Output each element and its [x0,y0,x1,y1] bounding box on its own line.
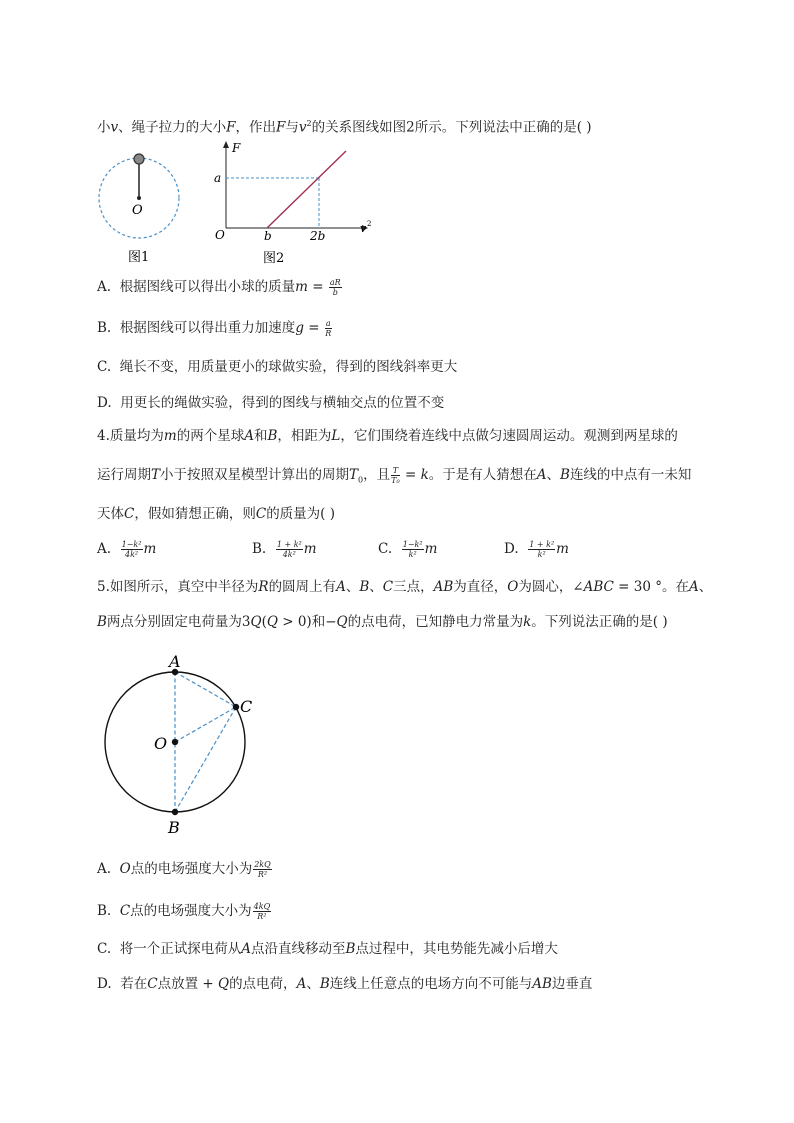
point-c [233,704,239,710]
q4-option-b: B. $\frac{\text{1 + k²}}{\text{4k²}}$ m [252,540,317,559]
oc-dashed-line [175,707,236,742]
b-label: b [264,229,272,243]
q3-option-a: A. 根据图线可以得出小球的质量m = $\frac{aR}{b}$ [97,278,341,297]
q5-option-d: D. 若在C点放置 + Q的点电荷，A、B连线上任意点的电场方向不可能与AB边垂直 [97,976,593,992]
label-b: B [168,818,180,837]
center-point [137,196,141,200]
figure-1-caption: 图1 [128,250,150,265]
x-axis-sup: 2 [367,220,372,228]
figure-2-caption: 图2 [263,251,285,266]
ac-dashed-line [175,672,236,707]
y-axis-label: F [232,141,241,155]
q3-option-b: B. 根据图线可以得出重力加速度g = $\frac{a}{R}$ [97,319,332,338]
q3-figure-2 [210,138,380,268]
label-o: O [154,734,168,753]
a-label: a [214,171,222,185]
y-axis-arrow [223,141,229,148]
q3-figure-1 [95,148,185,268]
q5-option-a: A. O点的电场强度大小为 $\frac{2kQ}{\text{R²}}$ [97,860,271,879]
bc-dashed-line [175,707,236,812]
x-axis-label: v [360,222,367,235]
q4-stem-line-3: 天体C，假如猜想正确，则C的质量为( ) [97,506,336,522]
q4-stem-line-1: 4.质量均为m的两个星球A和B，相距为L，它们围绕着连线中点做匀速圆周运动。观测到两星球的 [97,428,678,444]
q4-option-c: C. $\frac{\text{1−k²}}{\text{k²}}$ m [378,540,438,559]
q4-stem-line-2: 运行周期T小于按照双星模型计算出的周期$T_0$，且 $\frac{T}{\text{T₀}}$ = k。于是有人猜想在A、B连线的中点有一未知 [97,466,692,485]
q4-option-a: A. $\frac{\text{1−k²}}{\text{4k²}}$ m [97,540,157,559]
center-label: O [132,203,143,218]
2b-label: 2b [310,229,326,243]
label-a: A [169,652,181,671]
label-c: C [240,697,253,716]
q5-option-b: B. C点的电场强度大小为 $\frac{4kQ}{\text{R²}}$ [97,902,271,921]
q3-option-d: D. 用更长的绳做实验，得到的图线与横轴交点的位置不变 [97,395,445,411]
point-o [172,739,178,745]
q3-option-c: C. 绳长不变，用质量更小的球做实验，得到的图线斜率更大 [97,359,458,375]
q5-stem-line-2: B两点分别固定电荷量为3Q(Q > 0)和−Q的点电荷，已知静电力常量为k。下列说法正确的是( ) [97,614,668,630]
origin-label: O [215,228,225,242]
graph-line [267,151,346,228]
q5-option-c: C. 将一个正试探电荷从A点沿直线移动至B点过程中，其电势能先减小后增大 [97,941,558,957]
q5-stem-line-1: 5.如图所示，真空中半径为R的圆周上有A、B、C三点，AB为直径，O为圆心，∠ABC = 30 °。在A、 [97,579,713,595]
q5-figure [98,650,278,840]
q3-stem: 小v、绳子拉力的大小F，作出F与$v^2$的关系图线如图2所示。下列说法中正确的是( ) [97,119,592,136]
ball [134,154,144,164]
point-b [172,809,178,815]
q4-option-d: D. $\frac{\text{1 + k²}}{\text{k²}}$ m [504,540,569,559]
